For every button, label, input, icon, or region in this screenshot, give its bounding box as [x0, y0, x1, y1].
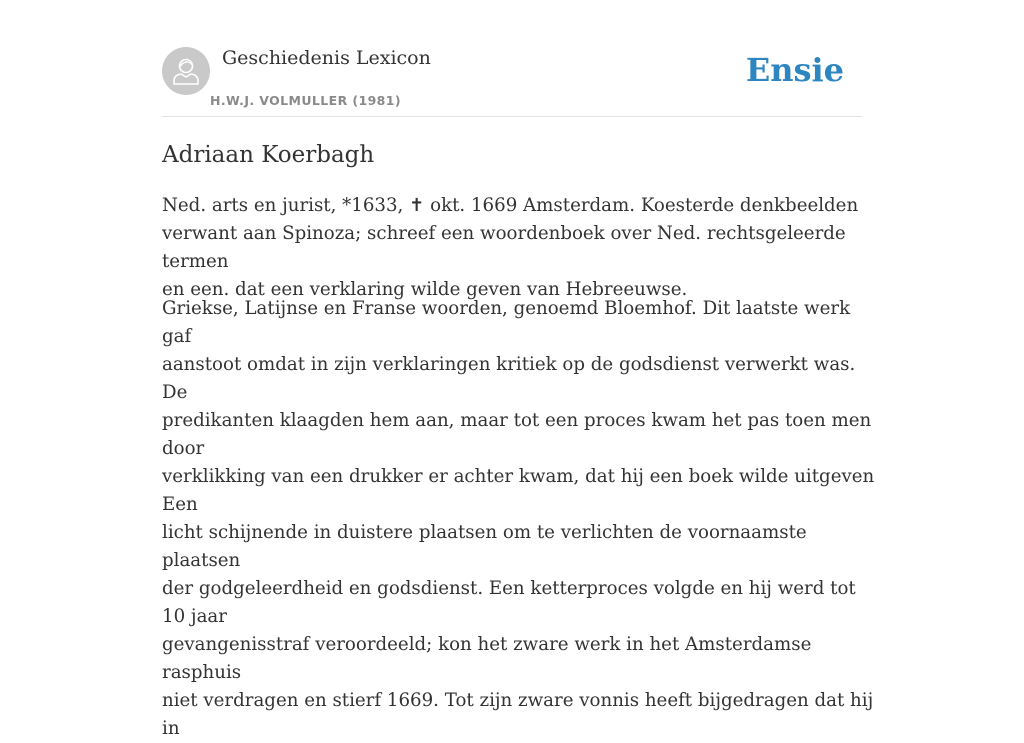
text-line: der godgeleerdheid en godsdienst. Een ketterproces volgde en hij werd tot 10 jaar [162, 578, 856, 627]
ensie-logo-link[interactable]: Ensie [745, 51, 844, 89]
source-author[interactable]: H.W.J. VOLMULLER (1981) [210, 93, 401, 108]
text-line: Griekse, Latijnse en Franse woorden, genoemd Bloemhof. Dit laatste werk gaf [162, 298, 851, 347]
text-line: predikanten klaagden hem aan, maar tot een proces kwam het pas toen men door [162, 410, 872, 459]
paragraph-1 [162, 192, 882, 304]
person-icon [162, 47, 210, 95]
avatar [162, 47, 210, 95]
text-line: verklikking van een drukker er achter kwam, dat hij een boek wilde uitgeven Een [162, 466, 875, 515]
text-line: niet verdragen en stierf 1669. Tot zijn zware vonnis heeft bijgedragen dat hij in [162, 690, 874, 739]
paragraph-2 [162, 295, 882, 743]
text-line: gevangenisstraf veroordeeld; kon het zware werk in het Amsterdamse rasphuis [162, 634, 812, 683]
text-line: licht schijnende in duistere plaatsen om te verlichten de voornaamste plaatsen [162, 522, 807, 571]
source-title[interactable]: Geschiedenis Lexicon [222, 47, 431, 69]
text-line: verwant aan Spinoza; schreef een woordenboek over Ned. rechtsgeleerde termen [162, 223, 846, 272]
source-header [162, 46, 862, 117]
text-line: en een. dat een verklaring wilde geven van Hebreeuwse. [162, 279, 688, 300]
text-line: Ned. arts en jurist, *1633, ✝ okt. 1669 Amsterdam. Koesterde denkbeelden [162, 195, 859, 216]
article-title: Adriaan Koerbagh [162, 142, 375, 168]
text-line: aanstoot omdat in zijn verklaringen kritiek op de godsdienst verwerkt was. De [162, 354, 856, 403]
